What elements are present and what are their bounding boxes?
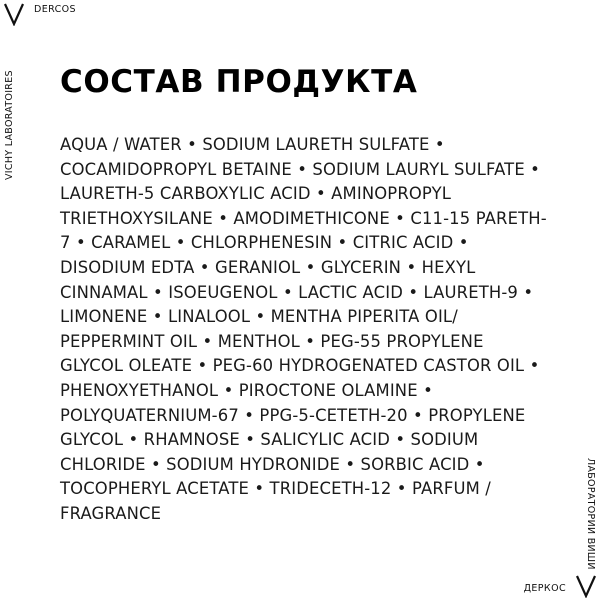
brand-label-top: DERCOS: [34, 4, 76, 15]
side-label-right-text: ЛАБОРАТОРИИ ВИШИ: [585, 458, 596, 570]
vichy-v-logo-icon: [2, 2, 26, 26]
side-label-left: [4, 40, 18, 180]
brand-label-bottom: ДЕРКОС: [523, 583, 566, 594]
side-label-right: [582, 458, 596, 582]
ingredients-list: AQUA / WATER • SODIUM LAURETH SULFATE • COCAMIDOPROPYL BETAINE • SODIUM LAURYL SULFATE • LAURETH-5 CARBOXYLIC ACID • AMINOPROPYL TRIETHOXYSILANE • AMODIMETHICONE • C11-15 PARETH-7 • CARAMEL • CHLORPHENESIN • CITRIC ACID • DISODIUM EDTA • GERANIOL • GLYCERIN • HEXYL CINNAMAL • ISOEUGENOL • LACTIC ACID • LAURETH-9 • LIMONENE • LINALOOL • MENTHA PIPERITA OIL/ PEPPERMINT OIL • MENTHOL • PEG-55 PROPYLENE GLYCOL OLEATE • PEG-60 HYDROGENATED CASTOR OIL • PHENOXYETHANOL • PIROCTONE OLAMINE • POLYQUATERNIUM-67 • PPG-5-CETETH-20 • PROPYLENE GLYCOL • RHAMNOSE • SALICYLIC ACID • SODIUM CHLORIDE • SODIUM HYDRONIDE • SORBIC ACID • TOCOPHERYL ACETATE • TRIDECETH-12 • PARFUM / FRAGRANCE: [60, 135, 547, 523]
vichy-v-logo-icon: [574, 574, 598, 598]
page-title: СОСТАВ ПРОДУКТА: [60, 64, 418, 100]
side-label-left-text: VICHY LABORATOIRES: [4, 70, 15, 180]
